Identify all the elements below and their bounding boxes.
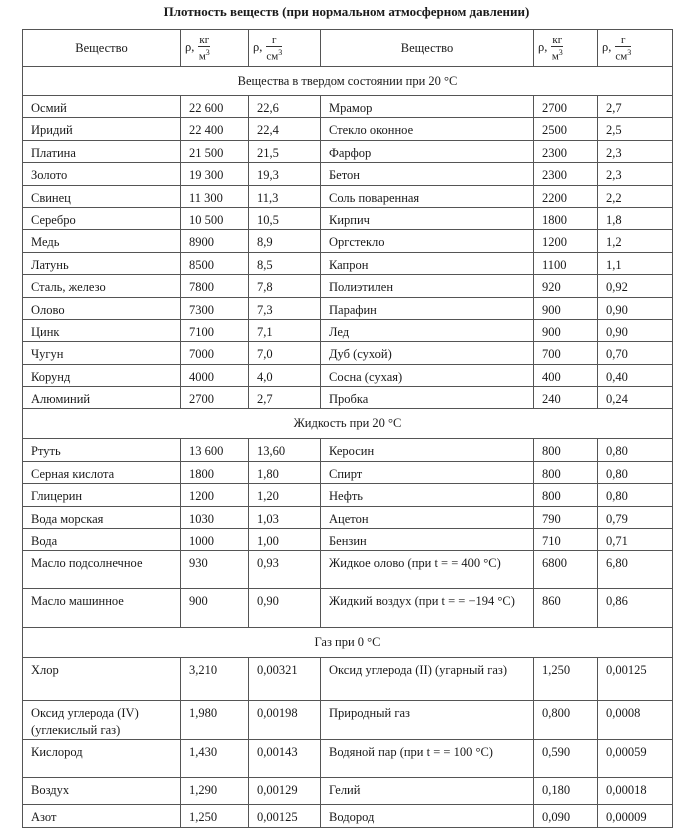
section-title: Вещества в твердом состоянии при 20 °С <box>23 67 673 96</box>
density-kg-m3-right: 700 <box>534 342 598 364</box>
substance-right: Бензин <box>321 529 534 551</box>
density-g-cm3-right: 0,79 <box>598 506 673 528</box>
density-kg-m3-left: 4000 <box>181 364 249 386</box>
substance-left: Иридий <box>23 118 181 140</box>
substance-left: Осмий <box>23 96 181 118</box>
substance-right: Оксид углерода (II) (угарный газ) <box>321 658 534 701</box>
substance-right: Водяной пар (при t = = 100 °С) <box>321 740 534 778</box>
substance-right: Стекло оконное <box>321 118 534 140</box>
density-g-cm3-left: 0,00143 <box>249 740 321 778</box>
density-g-cm3-right: 2,5 <box>598 118 673 140</box>
header-substance: Вещество <box>23 30 181 67</box>
section-title: Газ при 0 °С <box>23 628 673 658</box>
table-row <box>23 252 673 274</box>
table-row <box>23 529 673 551</box>
exponent: 3 <box>558 47 563 57</box>
exponent: 3 <box>627 47 632 57</box>
density-g-cm3-right: 1,8 <box>598 207 673 229</box>
substance-right: Жидкий воздух (при t = = −194 °С) <box>321 589 534 628</box>
substance-left: Масло подсолнечное <box>23 551 181 589</box>
substance-left: Платина <box>23 140 181 162</box>
substance-left: Латунь <box>23 252 181 274</box>
rho-symbol: ρ, <box>538 39 548 54</box>
table-row <box>23 342 673 364</box>
density-g-cm3-left: 22,4 <box>249 118 321 140</box>
substance-left: Цинк <box>23 319 181 341</box>
density-kg-m3-left: 11 300 <box>181 185 249 207</box>
substance-left: Оксид углерода (IV) (углекислый газ) <box>23 701 181 740</box>
density-kg-m3-right: 1200 <box>534 230 598 252</box>
substance-right: Кирпич <box>321 207 534 229</box>
substance-left: Серебро <box>23 207 181 229</box>
density-kg-m3-left: 1,430 <box>181 740 249 778</box>
table-row <box>23 185 673 207</box>
substance-right: Парафин <box>321 297 534 319</box>
density-g-cm3-right: 0,00125 <box>598 658 673 701</box>
density-kg-m3-left: 13 600 <box>181 439 249 461</box>
density-kg-m3-right: 1100 <box>534 252 598 274</box>
unit-cm: см <box>266 50 279 63</box>
density-g-cm3-left: 8,9 <box>249 230 321 252</box>
substance-left: Воздух <box>23 778 181 805</box>
density-kg-m3-right: 0,180 <box>534 778 598 805</box>
substance-left: Чугун <box>23 342 181 364</box>
density-kg-m3-right: 2300 <box>534 140 598 162</box>
density-g-cm3-left: 0,00125 <box>249 805 321 828</box>
substance-right: Соль поваренная <box>321 185 534 207</box>
substance-right: Нефть <box>321 484 534 506</box>
density-kg-m3-left: 1030 <box>181 506 249 528</box>
unit-m: м <box>198 50 206 63</box>
density-kg-m3-left: 7000 <box>181 342 249 364</box>
density-kg-m3-left: 21 500 <box>181 140 249 162</box>
density-g-cm3-right: 1,1 <box>598 252 673 274</box>
table-row <box>23 551 673 589</box>
substance-right: Пробка <box>321 387 534 409</box>
density-g-cm3-left: 7,8 <box>249 275 321 297</box>
density-kg-m3-left: 1,290 <box>181 778 249 805</box>
density-g-cm3-right: 0,80 <box>598 461 673 483</box>
density-kg-m3-right: 800 <box>534 484 598 506</box>
table-row <box>23 364 673 386</box>
header-row <box>23 30 673 67</box>
table-row <box>23 740 673 778</box>
density-kg-m3-left: 1,250 <box>181 805 249 828</box>
density-g-cm3-right: 0,00018 <box>598 778 673 805</box>
table-row <box>23 461 673 483</box>
density-g-cm3-right: 2,7 <box>598 96 673 118</box>
density-g-cm3-left: 0,00321 <box>249 658 321 701</box>
density-kg-m3-left: 1,980 <box>181 701 249 740</box>
header-substance: Вещество <box>321 30 534 67</box>
density-kg-m3-right: 860 <box>534 589 598 628</box>
table-row <box>23 163 673 185</box>
density-kg-m3-left: 3,210 <box>181 658 249 701</box>
density-g-cm3-right: 0,80 <box>598 439 673 461</box>
density-kg-m3-right: 0,800 <box>534 701 598 740</box>
density-g-cm3-right: 0,00009 <box>598 805 673 828</box>
density-g-cm3-right: 0,90 <box>598 297 673 319</box>
header-rho-g-cm3 <box>598 30 673 67</box>
substance-left: Олово <box>23 297 181 319</box>
section-row <box>23 67 673 96</box>
density-kg-m3-right: 900 <box>534 319 598 341</box>
substance-left: Ртуть <box>23 439 181 461</box>
substance-left: Серная кислота <box>23 461 181 483</box>
substance-left: Хлор <box>23 658 181 701</box>
substance-right: Бетон <box>321 163 534 185</box>
density-kg-m3-left: 930 <box>181 551 249 589</box>
substance-left: Свинец <box>23 185 181 207</box>
density-kg-m3-left: 8500 <box>181 252 249 274</box>
density-g-cm3-right: 0,70 <box>598 342 673 364</box>
density-kg-m3-right: 710 <box>534 529 598 551</box>
substance-left: Кислород <box>23 740 181 778</box>
table-row <box>23 96 673 118</box>
density-g-cm3-left: 21,5 <box>249 140 321 162</box>
unit-m: м <box>551 50 559 63</box>
density-kg-m3-right: 920 <box>534 275 598 297</box>
substance-right: Лед <box>321 319 534 341</box>
unit-cm: см <box>615 50 628 63</box>
unit-g: г <box>615 34 631 47</box>
density-kg-m3-left: 22 400 <box>181 118 249 140</box>
density-kg-m3-left: 1200 <box>181 484 249 506</box>
substance-right: Ацетон <box>321 506 534 528</box>
density-g-cm3-left: 11,3 <box>249 185 321 207</box>
density-g-cm3-left: 1,00 <box>249 529 321 551</box>
density-g-cm3-right: 0,92 <box>598 275 673 297</box>
table-row <box>23 319 673 341</box>
unit-g: г <box>266 34 282 47</box>
table-row <box>23 387 673 409</box>
table-row <box>23 589 673 628</box>
density-kg-m3-left: 1000 <box>181 529 249 551</box>
density-g-cm3-left: 7,3 <box>249 297 321 319</box>
substance-left: Золото <box>23 163 181 185</box>
density-g-cm3-left: 2,7 <box>249 387 321 409</box>
density-kg-m3-left: 7100 <box>181 319 249 341</box>
table-row <box>23 484 673 506</box>
density-kg-m3-right: 0,590 <box>534 740 598 778</box>
density-g-cm3-right: 0,71 <box>598 529 673 551</box>
density-g-cm3-right: 0,24 <box>598 387 673 409</box>
density-kg-m3-right: 400 <box>534 364 598 386</box>
table-row <box>23 439 673 461</box>
density-g-cm3-left: 7,0 <box>249 342 321 364</box>
density-kg-m3-left: 8900 <box>181 230 249 252</box>
density-g-cm3-right: 2,2 <box>598 185 673 207</box>
table-row <box>23 275 673 297</box>
substance-left: Сталь, железо <box>23 275 181 297</box>
density-g-cm3-right: 2,3 <box>598 140 673 162</box>
table-title: Плотность веществ (при нормальном атмосферном давлении) <box>163 4 530 19</box>
density-g-cm3-left: 7,1 <box>249 319 321 341</box>
density-g-cm3-left: 19,3 <box>249 163 321 185</box>
unit-kg: кг <box>199 33 210 46</box>
density-kg-m3-right: 2700 <box>534 96 598 118</box>
table-row <box>23 230 673 252</box>
density-kg-m3-left: 19 300 <box>181 163 249 185</box>
substance-right: Природный газ <box>321 701 534 740</box>
table-row <box>23 778 673 805</box>
density-kg-m3-right: 800 <box>534 439 598 461</box>
rho-symbol: ρ, <box>253 39 263 54</box>
exponent: 3 <box>278 47 283 57</box>
section-row <box>23 628 673 658</box>
table-row <box>23 701 673 740</box>
rho-symbol: ρ, <box>602 39 612 54</box>
exponent: 3 <box>205 47 210 57</box>
section-title: Жидкость при 20 °С <box>23 409 673 439</box>
table-row <box>23 207 673 229</box>
table-row <box>23 506 673 528</box>
density-kg-m3-right: 6800 <box>534 551 598 589</box>
density-g-cm3-left: 10,5 <box>249 207 321 229</box>
density-kg-m3-right: 0,090 <box>534 805 598 828</box>
rho-symbol: ρ, <box>185 39 195 54</box>
unit-kg: кг <box>552 33 563 46</box>
density-g-cm3-right: 0,80 <box>598 484 673 506</box>
density-g-cm3-left: 0,90 <box>249 589 321 628</box>
substance-right: Водород <box>321 805 534 828</box>
density-kg-m3-right: 240 <box>534 387 598 409</box>
density-kg-m3-left: 7300 <box>181 297 249 319</box>
density-kg-m3-right: 800 <box>534 461 598 483</box>
density-kg-m3-right: 2500 <box>534 118 598 140</box>
density-g-cm3-left: 1,80 <box>249 461 321 483</box>
density-g-cm3-right: 0,0008 <box>598 701 673 740</box>
density-kg-m3-left: 10 500 <box>181 207 249 229</box>
substance-right: Керосин <box>321 439 534 461</box>
density-g-cm3-left: 1,03 <box>249 506 321 528</box>
table-row <box>23 297 673 319</box>
table-row <box>23 140 673 162</box>
density-g-cm3-left: 22,6 <box>249 96 321 118</box>
substance-right: Жидкое олово (при t = = 400 °С) <box>321 551 534 589</box>
density-kg-m3-left: 2700 <box>181 387 249 409</box>
section-row <box>23 409 673 439</box>
density-kg-m3-right: 2300 <box>534 163 598 185</box>
header-rho-kg-m3 <box>181 30 249 67</box>
density-g-cm3-right: 0,00059 <box>598 740 673 778</box>
density-g-cm3-left: 4,0 <box>249 364 321 386</box>
density-g-cm3-right: 0,40 <box>598 364 673 386</box>
substance-left: Вода морская <box>23 506 181 528</box>
density-g-cm3-left: 13,60 <box>249 439 321 461</box>
density-kg-m3-left: 900 <box>181 589 249 628</box>
header-rho-g-cm3 <box>249 30 321 67</box>
density-kg-m3-left: 7800 <box>181 275 249 297</box>
density-table <box>22 29 673 828</box>
substance-right: Полиэтилен <box>321 275 534 297</box>
density-g-cm3-left: 0,93 <box>249 551 321 589</box>
substance-right: Дуб (сухой) <box>321 342 534 364</box>
substance-right: Фарфор <box>321 140 534 162</box>
density-g-cm3-left: 1,20 <box>249 484 321 506</box>
density-kg-m3-left: 1800 <box>181 461 249 483</box>
density-kg-m3-right: 900 <box>534 297 598 319</box>
density-g-cm3-right: 0,90 <box>598 319 673 341</box>
density-g-cm3-right: 0,86 <box>598 589 673 628</box>
density-g-cm3-left: 0,00129 <box>249 778 321 805</box>
density-g-cm3-left: 0,00198 <box>249 701 321 740</box>
substance-left: Глицерин <box>23 484 181 506</box>
header-rho-kg-m3 <box>534 30 598 67</box>
substance-right: Оргстекло <box>321 230 534 252</box>
substance-right: Гелий <box>321 778 534 805</box>
table-row <box>23 658 673 701</box>
density-g-cm3-right: 1,2 <box>598 230 673 252</box>
substance-right: Спирт <box>321 461 534 483</box>
density-kg-m3-right: 790 <box>534 506 598 528</box>
density-g-cm3-right: 6,80 <box>598 551 673 589</box>
substance-left: Азот <box>23 805 181 828</box>
substance-left: Корунд <box>23 364 181 386</box>
substance-right: Сосна (сухая) <box>321 364 534 386</box>
density-kg-m3-right: 1800 <box>534 207 598 229</box>
substance-right: Капрон <box>321 252 534 274</box>
substance-left: Медь <box>23 230 181 252</box>
substance-right: Мрамор <box>321 96 534 118</box>
table-row <box>23 805 673 828</box>
density-g-cm3-left: 8,5 <box>249 252 321 274</box>
substance-left: Вода <box>23 529 181 551</box>
substance-left: Алюминий <box>23 387 181 409</box>
table-row <box>23 118 673 140</box>
density-kg-m3-left: 22 600 <box>181 96 249 118</box>
density-g-cm3-right: 2,3 <box>598 163 673 185</box>
density-kg-m3-right: 2200 <box>534 185 598 207</box>
density-kg-m3-right: 1,250 <box>534 658 598 701</box>
substance-left: Масло машинное <box>23 589 181 628</box>
